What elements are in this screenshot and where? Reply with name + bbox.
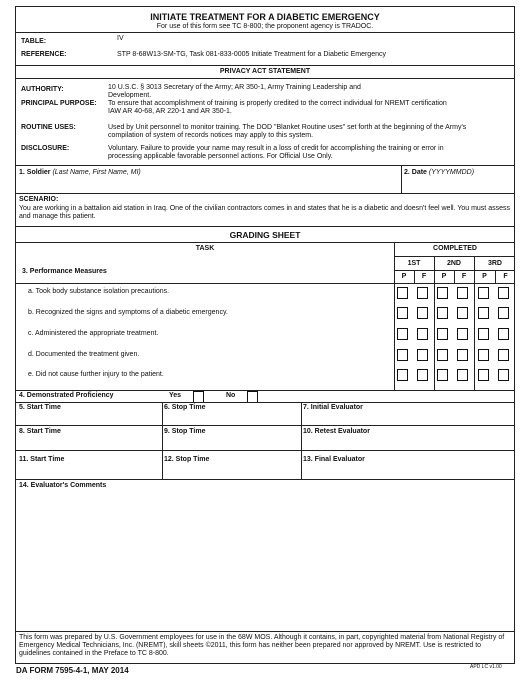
measure-b-3rd-p[interactable] [478,307,489,319]
measure-b-1st-f[interactable] [417,307,428,319]
soldier-label: 1. Soldier [19,169,51,176]
stop-time-2[interactable]: 9. Stop Time [164,428,206,435]
measure-c: c. Administered the appropriate treatment. [28,330,159,337]
proficiency-no-label: No [226,392,236,399]
pf-p1: P [401,273,407,280]
measures-label: 3. Performance Measures [22,268,107,275]
attempt-3rd: 3RD [487,260,502,267]
date-hint: (YYYYMMDD) [428,169,475,176]
task-header: TASK [195,245,215,252]
measure-c-2nd-p[interactable] [437,328,448,340]
scenario-label: SCENARIO: [19,196,59,203]
purpose-text: To ensure that accomplishment of training is properly credited to the correct individual for NREMT certification IAW AR 40-68, AR 220-1 and AR 350-1. [108,100,447,115]
form-number: DA FORM 7595-4-1, MAY 2014 [16,666,129,675]
measure-a-2nd-f[interactable] [457,287,468,299]
stop-time-3[interactable]: 12. Stop Time [164,456,210,463]
pf-p2: P [441,273,447,280]
measure-d-1st-f[interactable] [417,349,428,361]
comments-label: 14. Evaluator's Comments [19,482,107,489]
measure-a-3rd-f[interactable] [498,287,509,299]
reference-label: REFERENCE: [21,51,67,58]
measure-d: d. Documented the treatment given. [28,351,140,358]
measure-c-2nd-f[interactable] [457,328,468,340]
disclosure-text: Voluntary. Failure to provide your name may result in a loss of credit for accomplishing the training or error in processing applicable favorable personnel actions. For Official Use Only. [108,145,444,160]
footer-note: This form was prepared by U.S. Government employees for use in the 68W MOS. Although it contains, in part, copyrighted material from National Registry of Emergency Medical Technicians, Inc. (NREMT), skill sheets ©2011, this form has neither been prepared nor approved by NREMT. Use is restricted to guidelines contained in the Preface to TC 8-800. [19,634,505,657]
routine-text: Used by Unit personnel to monitor training. The DOD "Blanket Routine uses" set forth at the beginning of the Army's compilation of system of records notices may apply to this system. [108,124,467,139]
measure-e-1st-p[interactable] [397,369,408,381]
measure-b-3rd-f[interactable] [498,307,509,319]
measure-d-2nd-f[interactable] [457,349,468,361]
form-subtitle: For use of this form see TC 8-800; the proponent agency is TRADOC. [156,23,374,30]
measure-d-1st-p[interactable] [397,349,408,361]
soldier-field[interactable] [19,169,141,177]
routine-label: ROUTINE USES: [21,124,76,131]
attempt-2nd: 2ND [446,260,461,267]
initial-evaluator[interactable]: 7. Initial Evaluator [303,404,363,411]
date-label: 2. Date [404,169,427,176]
final-evaluator[interactable]: 13. Final Evaluator [303,456,365,463]
pf-p3: P [482,273,487,280]
measure-a-1st-f[interactable] [417,287,428,299]
start-time-1[interactable]: 5. Start Time [19,404,61,411]
measure-e-3rd-f[interactable] [498,369,509,381]
pf-f2: F [461,273,467,280]
measure-e: e. Did not cause further injury to the patient. [28,371,164,378]
pf-f3: F [503,273,508,280]
completed-header: COMPLETED [433,245,477,252]
start-time-2[interactable]: 8. Start Time [19,428,61,435]
soldier-hint: (Last Name, First Name, MI) [52,169,141,176]
scenario-text: You are working in a battalion aid station in Iraq. One of the civilian contractors comes in and states that he is a diabetic and doesn't feel well. You must assess and manage this patient. [19,205,510,220]
measure-c-3rd-f[interactable] [498,328,509,340]
measure-b-1st-p[interactable] [397,307,408,319]
authority-text: 10 U.S.C. § 3013 Secretary of the Army; AR 350-1, Army Training Leadership and Development. [108,84,361,99]
date-field[interactable] [404,169,474,177]
measure-c-1st-f[interactable] [417,328,428,340]
retest-evaluator[interactable]: 10. Retest Evaluator [303,428,370,435]
measure-a-3rd-p[interactable] [478,287,489,299]
measure-b-2nd-p[interactable] [437,307,448,319]
proficiency-label: 4. Demonstrated Proficiency [19,392,114,399]
form-version: APD LC v1.00 [470,664,502,670]
measure-d-2nd-p[interactable] [437,349,448,361]
pf-f1: F [421,273,427,280]
measure-e-2nd-p[interactable] [437,369,448,381]
purpose-label: PRINCIPAL PURPOSE: [21,100,97,107]
measure-e-2nd-f[interactable] [457,369,468,381]
measure-a-2nd-p[interactable] [437,287,448,299]
form-body [15,6,515,664]
form-title: INITIATE TREATMENT FOR A DIABETIC EMERGENCY [150,12,380,22]
privacy-heading: PRIVACY ACT STATEMENT [219,68,311,75]
measure-d-3rd-p[interactable] [478,349,489,361]
measure-e-3rd-p[interactable] [478,369,489,381]
table-value: IV [117,35,124,42]
reference-value: STP 8-68W13-SM-TG, Task 081-833-0005 Initiate Treatment for a Diabetic Emergency [117,51,386,58]
attempt-1st: 1ST [407,260,421,267]
start-time-3[interactable]: 11. Start Time [19,456,65,463]
measure-b: b. Recognized the signs and symptoms of a diabetic emergency. [28,309,228,316]
proficiency-yes-label: Yes [169,392,182,399]
stop-time-1[interactable]: 6. Stop Time [164,404,206,411]
measure-a-1st-p[interactable] [397,287,408,299]
authority-label: AUTHORITY: [21,86,64,93]
table-label: TABLE: [21,38,47,45]
measure-c-1st-p[interactable] [397,328,408,340]
measure-b-2nd-f[interactable] [457,307,468,319]
measure-a: a. Took body substance isolation precautions. [28,288,170,295]
comments-area[interactable] [16,491,514,631]
measure-c-3rd-p[interactable] [478,328,489,340]
measure-d-3rd-f[interactable] [498,349,509,361]
grading-heading: GRADING SHEET [229,230,301,240]
measure-e-1st-f[interactable] [417,369,428,381]
disclosure-label: DISCLOSURE: [21,145,70,152]
